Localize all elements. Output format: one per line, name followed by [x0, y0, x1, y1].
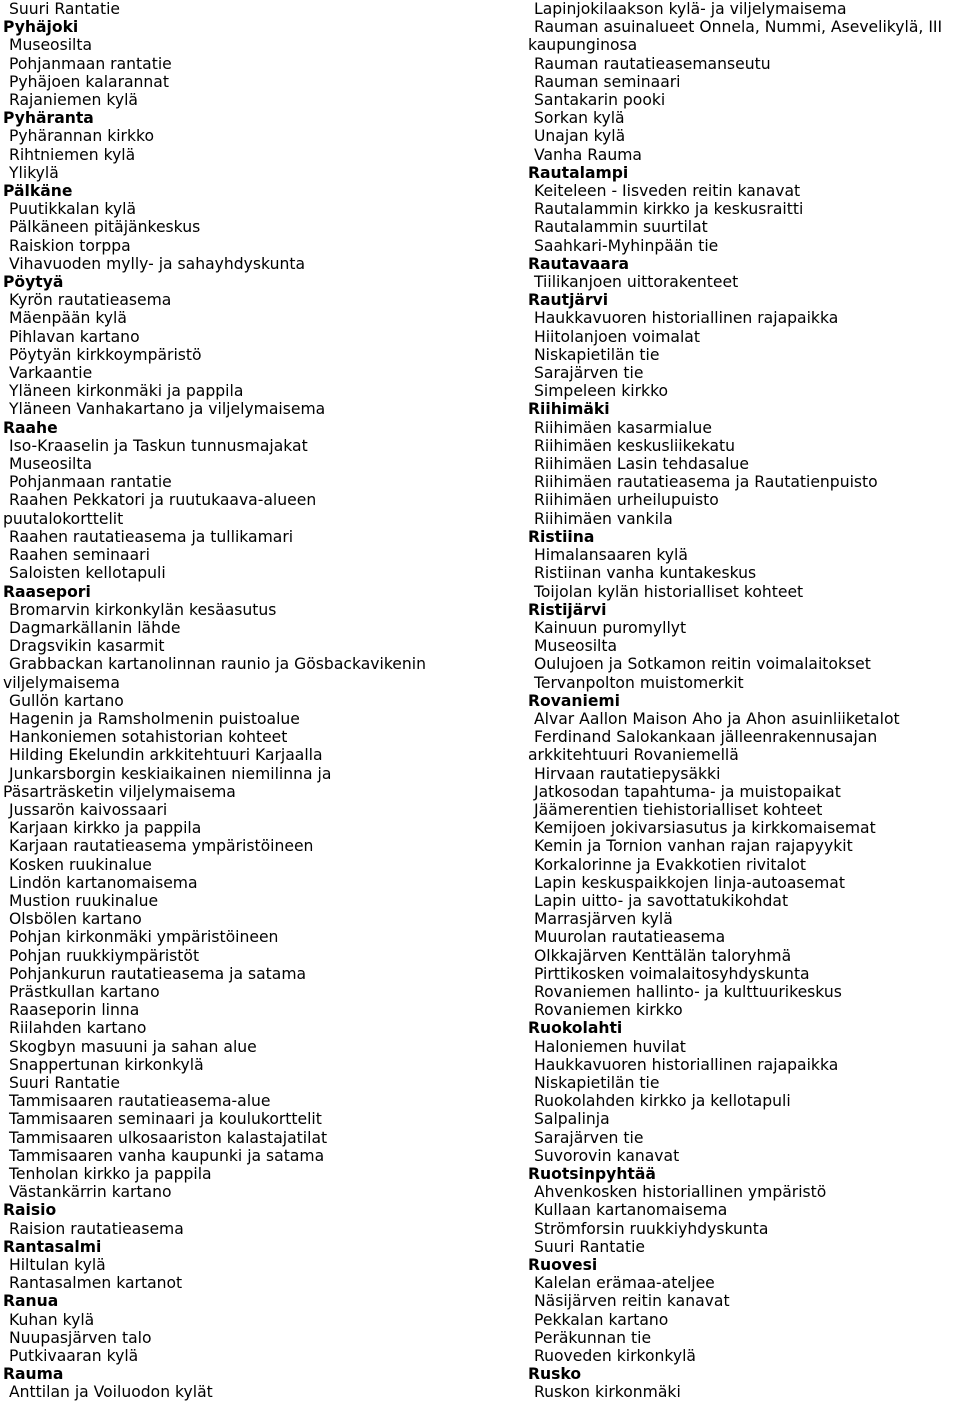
- site-name: Pohjanmaan rantatie: [9, 54, 172, 73]
- site-name: Kainuun puromyllyt: [534, 618, 687, 637]
- site-name: Museosilta: [9, 455, 93, 474]
- site-name: Riihimäen kasarmialue: [534, 418, 712, 437]
- site-name: Korkalorinne ja Evakkotien rivitalot: [534, 855, 807, 874]
- site-name: Mustion ruukinalue: [9, 891, 159, 910]
- right-column: [528, 0, 960, 1402]
- site-name: Rauman seminaari: [534, 72, 681, 91]
- site-name: Tammisaaren seminaari ja koulukorttelit: [9, 1110, 322, 1129]
- site-name: Haukkavuoren historiallinen rajapaikka: [534, 309, 839, 328]
- site-name: Tervanpolton muistomerkit: [534, 673, 744, 692]
- site-name: Dragsvikin kasarmit: [9, 637, 165, 656]
- site-name: Niskapietilän tie: [534, 345, 660, 364]
- site-name: Santakarin pooki: [534, 91, 666, 110]
- site-name: Ruoveden kirkonkylä: [534, 1347, 696, 1366]
- site-name: Pohjanmaan rantatie: [9, 473, 172, 492]
- site-name: Nuupasjärven talo: [9, 1328, 152, 1347]
- left-column: [3, 0, 475, 1402]
- municipality-heading: Ristiina: [528, 527, 595, 546]
- site-name: Raiskion torppa: [9, 236, 131, 255]
- site-name: Iso-Kraaselin ja Taskun tunnusmajakat: [9, 436, 308, 455]
- site-name: Raision rautatieasema: [9, 1219, 184, 1238]
- site-name: Peräkunnan tie: [534, 1328, 652, 1347]
- site-name: Pohjan ruukkiympäristöt: [9, 946, 200, 965]
- site-name: Lapin keskuspaikkojen linja-autoasemat: [534, 873, 845, 892]
- site-name-continuation: Päsarträsketin viljelymaisema: [3, 782, 236, 801]
- municipality-heading: Rusko: [528, 1365, 582, 1384]
- site-name: Junkarsborgin keskiaikainen niemilinna ja: [9, 764, 332, 783]
- site-name: Hilding Ekelundin arkkitehtuuri Karjaalla: [9, 746, 323, 765]
- site-name: Karjaan kirkko ja pappila: [9, 819, 202, 838]
- site-name: Raahen Pekkatori ja ruutukaava-alueen: [9, 491, 317, 510]
- site-name: Tenholan kirkko ja pappila: [9, 1165, 212, 1183]
- site-name: Suuri Rantatie: [9, 1073, 121, 1092]
- site-name: Riihimäen urheilupuisto: [534, 491, 719, 510]
- site-name: Marrasjärven kylä: [534, 910, 673, 929]
- site-name: Riihimäen rautatieasema ja Rautatienpuisto: [534, 473, 878, 492]
- site-name: Simpeleen kirkko: [534, 382, 669, 401]
- site-name: Kemin ja Tornion vanhan rajan rajapyykit: [534, 837, 853, 856]
- site-name: Keiteleen - Iisveden reitin kanavat: [534, 182, 801, 201]
- site-name: Muurolan rautatieasema: [534, 928, 726, 947]
- site-name: Olkkajärven Kenttälän taloryhmä: [534, 946, 792, 965]
- site-name: Pirttikosken voimalaitosyhdyskunta: [534, 964, 810, 983]
- site-name: Salpalinja: [534, 1110, 610, 1129]
- site-name: Pohjankurun rautatieasema ja satama: [9, 964, 307, 983]
- site-name: Vihavuoden mylly- ja sahayhdyskunta: [9, 254, 306, 273]
- municipality-heading: Rautjärvi: [528, 291, 609, 310]
- municipality-heading: Ristijärvi: [528, 600, 607, 619]
- site-name: Ristiinan vanha kuntakeskus: [534, 564, 757, 583]
- site-name: Ylikylä: [9, 163, 59, 182]
- site-name: Sorkan kylä: [534, 109, 625, 128]
- municipality-heading: Ruotsinpyhtää: [528, 1165, 656, 1183]
- site-name: Museosilta: [9, 36, 93, 55]
- site-name: Lapin uitto- ja savottatukikohdat: [534, 891, 789, 910]
- site-name: Toijolan kylän historialliset kohteet: [534, 582, 804, 601]
- site-name: Anttilan ja Voiluodon kylät: [9, 1383, 213, 1402]
- site-name: Näsijärven reitin kanavat: [534, 1292, 730, 1311]
- site-name: Suvorovin kanavat: [534, 1146, 680, 1165]
- municipality-heading: Raahe: [3, 418, 58, 437]
- site-name: Saloisten kellotapuli: [9, 564, 166, 583]
- municipality-heading: Pyhäjoki: [3, 18, 79, 37]
- site-name: Jäämerentien tiehistorialliset kohteet: [534, 800, 823, 819]
- site-name: Kyrön rautatieasema: [9, 291, 172, 310]
- site-name: Rovaniemen hallinto- ja kulttuurikeskus: [534, 982, 842, 1001]
- site-name: Olsbölen kartano: [9, 910, 142, 929]
- site-name: Gullön kartano: [9, 691, 124, 710]
- site-name: Tammisaaren ulkosaariston kalastajatilat: [9, 1128, 328, 1147]
- site-name: Kemijoen jokivarsiasutus ja kirkkomaisemat: [534, 819, 876, 838]
- municipality-heading: Pälkäne: [3, 182, 73, 201]
- site-name-continuation: puutalokorttelit: [3, 509, 124, 528]
- site-name: Riihimäen keskusliikekatu: [534, 436, 736, 455]
- site-name: Pihlavan kartano: [9, 327, 140, 346]
- site-name: Tammisaaren vanha kaupunki ja satama: [9, 1146, 325, 1165]
- site-name: Varkaantie: [9, 364, 93, 383]
- site-name: Pyhäjoen kalarannat: [9, 72, 169, 91]
- site-name: Ruokolahden kirkko ja kellotapuli: [534, 1092, 791, 1111]
- site-name: Strömforsin ruukkiyhdyskunta: [534, 1219, 769, 1238]
- site-name: Pälkäneen pitäjänkeskus: [9, 218, 201, 237]
- site-name: Rihtniemen kylä: [9, 145, 136, 164]
- site-name: Skogbyn masuuni ja sahan alue: [9, 1037, 257, 1056]
- site-name: Snappertunan kirkonkylä: [9, 1055, 204, 1074]
- site-name-continuation: arkkitehtuuri Rovaniemellä: [528, 746, 739, 765]
- site-name: Hirvaan rautatiepysäkki: [534, 764, 721, 783]
- site-name: Hiltulan kylä: [9, 1256, 106, 1275]
- site-name: Jatkosodan tapahtuma- ja muistopaikat: [534, 782, 841, 801]
- municipality-heading: Raasepori: [3, 582, 91, 601]
- site-name: Yläneen Vanhakartano ja viljelymaisema: [9, 400, 326, 419]
- site-name: Kuhan kylä: [9, 1310, 95, 1329]
- site-name: Unajan kylä: [534, 127, 626, 146]
- site-name: Haloniemen huvilat: [534, 1037, 686, 1056]
- site-name: Suuri Rantatie: [534, 1237, 646, 1256]
- site-name: Karjaan rautatieasema ympäristöineen: [9, 837, 314, 856]
- site-name: Rantasalmen kartanot: [9, 1274, 183, 1293]
- site-name: Hiitolanjoen voimalat: [534, 327, 700, 346]
- site-name: Saahkari-Myhinpään tie: [534, 236, 719, 255]
- site-name: Bromarvin kirkonkylän kesäasutus: [9, 600, 277, 619]
- municipality-heading: Rantasalmi: [3, 1237, 102, 1256]
- site-name: Niskapietilän tie: [534, 1073, 660, 1092]
- site-name: Tiilikanjoen uittorakenteet: [534, 273, 739, 292]
- site-name: Grabbackan kartanolinnan raunio ja Gösbackavikenin: [9, 655, 426, 674]
- site-name: Hankoniemen sotahistorian kohteet: [9, 728, 288, 747]
- site-name: Rauman rautatieasemanseutu: [534, 54, 771, 73]
- site-name: Haukkavuoren historiallinen rajapaikka: [534, 1055, 839, 1074]
- site-name: Puutikkalan kylä: [9, 200, 137, 219]
- site-name: Västankärrin kartano: [9, 1183, 172, 1202]
- municipality-heading: Rovaniemi: [528, 691, 621, 710]
- municipality-heading: Rautalampi: [528, 163, 629, 182]
- site-name-continuation: viljelymaisema: [3, 673, 120, 692]
- site-name: Ruskon kirkonmäki: [534, 1383, 681, 1402]
- site-name: Tammisaaren rautatieasema-alue: [9, 1092, 271, 1111]
- site-name: Raahen rautatieasema ja tullikamari: [9, 527, 294, 546]
- municipality-heading: Ruokolahti: [528, 1019, 623, 1038]
- site-name: Ferdinand Salokankaan jälleenrakennusajan: [534, 728, 878, 747]
- site-name: Kosken ruukinalue: [9, 855, 152, 874]
- site-name: Mäenpään kylä: [9, 309, 127, 328]
- site-name: Oulujoen ja Sotkamon reitin voimalaitokset: [534, 655, 871, 674]
- site-name: Yläneen kirkonmäki ja pappila: [9, 382, 244, 401]
- site-name: Riilahden kartano: [9, 1019, 147, 1038]
- municipality-heading: Pyhäranta: [3, 109, 94, 128]
- site-name: Rajaniemen kylä: [9, 91, 138, 110]
- municipality-heading: Ranua: [3, 1292, 59, 1311]
- site-name: Ahvenkosken historiallinen ympäristö: [534, 1183, 827, 1202]
- site-name: Pekkalan kartano: [534, 1310, 669, 1329]
- site-name: Rovaniemen kirkko: [534, 1001, 683, 1020]
- site-name: Raaseporin linna: [9, 1001, 140, 1020]
- site-name: Putkivaaran kylä: [9, 1347, 139, 1366]
- municipality-heading: Rautavaara: [528, 254, 630, 273]
- site-name: Himalansaaren kylä: [534, 546, 688, 565]
- site-name: Hagenin ja Ramsholmenin puistoalue: [9, 709, 300, 728]
- site-name: Pohjan kirkonmäki ympäristöineen: [9, 928, 279, 947]
- site-name: Museosilta: [534, 637, 618, 656]
- site-name: Prästkullan kartano: [9, 982, 160, 1001]
- site-name: Sarajärven tie: [534, 1128, 644, 1147]
- municipality-heading: Pöytyä: [3, 273, 64, 292]
- site-name: Vanha Rauma: [534, 145, 642, 164]
- site-name: Riihimäen vankila: [534, 509, 673, 528]
- site-name: Riihimäen Lasin tehdasalue: [534, 455, 749, 474]
- municipality-heading: Riihimäki: [528, 400, 610, 419]
- site-name: Lindön kartanomaisema: [9, 873, 198, 892]
- site-name: Pyhärannan kirkko: [9, 127, 155, 146]
- site-name: Rauman asuinalueet Onnela, Nummi, Asevelikylä, III: [534, 18, 943, 37]
- municipality-heading: Raisio: [3, 1201, 57, 1220]
- site-name: Suuri Rantatie: [9, 0, 121, 18]
- site-name: Rautalammin suurtilat: [534, 218, 708, 237]
- site-name: Jussarön kaivossaari: [9, 800, 168, 819]
- site-name: Sarajärven tie: [534, 364, 644, 383]
- site-name-continuation: kaupunginosa: [528, 36, 638, 55]
- site-name: Pöytyän kirkkoympäristö: [9, 345, 202, 364]
- site-name: Lapinjokilaakson kylä- ja viljelymaisema: [534, 0, 847, 18]
- site-name: Alvar Aallon Maison Aho ja Ahon asuinliiketalot: [534, 709, 900, 728]
- site-name: Raahen seminaari: [9, 546, 150, 565]
- municipality-heading: Rauma: [3, 1365, 64, 1384]
- site-name: Rautalammin kirkko ja keskusraitti: [534, 200, 804, 219]
- site-name: Dagmarkällanin lähde: [9, 618, 181, 637]
- site-name: Kalelan erämaa-ateljee: [534, 1274, 715, 1293]
- site-name: Kullaan kartanomaisema: [534, 1201, 728, 1220]
- municipality-heading: Ruovesi: [528, 1256, 598, 1275]
